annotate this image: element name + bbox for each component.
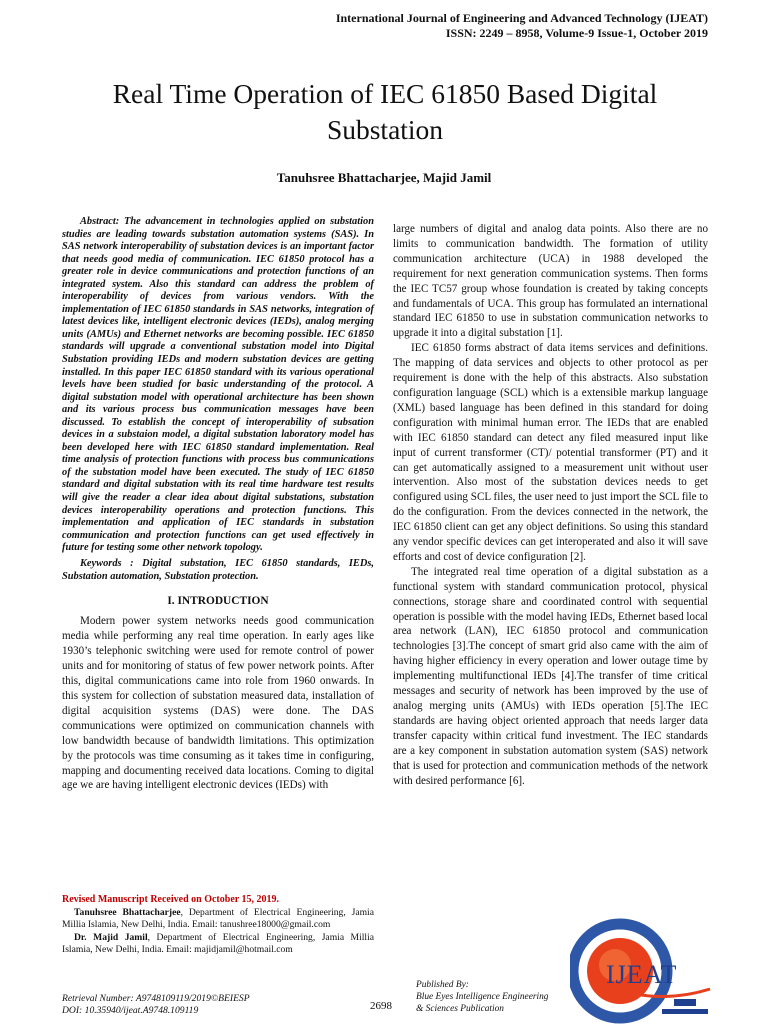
- publisher-info: [416, 980, 549, 1015]
- journal-issn: ISSN: 2249 – 8958, Volume-9 Issue-1, October 2019: [445, 26, 708, 40]
- body-paragraph-2: IEC 61850 forms abstract of data items services and definitions. The mapping of data services and objects to other protocol as per requirement is done with the help of this abstracts. Also substation configuration language (SCL) which is a extensible markup language (XML) based language has been defined in this standard for doing configuration with minimal human error. The IEDs that are enabled with IEC 61850 standard can detect any filed measured input like input of current transformer (CT)/ potential transformer (PT) and it can get automatically assigned to a measurement unit without user intervention. Also most of the substation devices needs to get configured using SCL files, the user need to just import the SCL file to do the configuration. From the devices connected in the network, the IEC 61850 client can get any object definitions. So using this standard any vendor specific devices can get interoperated and also it will save efforts and cost of device configuration [2].: [393, 342, 708, 563]
- introduction-heading: I. INTRODUCTION: [167, 594, 269, 607]
- journal-name: International Journal of Engineering and Advanced Technology (IJEAT): [335, 11, 708, 25]
- logo-badge-icon: [674, 999, 696, 1006]
- published-by-label: Published By:: [416, 980, 469, 990]
- publisher-line-2: & Sciences Publication: [416, 1003, 504, 1014]
- affiliation-2-text: , Department of Electrical Engineering, Jamia Millia Islamia, New Delhi, India. Email: majidjamil@hotmail.com: [62, 931, 374, 955]
- body-paragraph-3: The integrated real time operation of a digital substation as a functional system with standard communication protocol, physical connections, storage share and coordinated control with sequential operation is possible with the model having IEDs, Ethernet based local area network (LAN), IEC 61850 protocol and communication technologies [3].The concept of smart grid also came with the aim of having higher efficiency in every operation and lower outage time by implementing multifunctional IEDs [4].The transfer of time critical messages and security of network has been improved by the use of analog merging units (AMUs) with IEDs operation [5].The IEC standards are having object oriented approach that needs larger data transfer capacity within critical fund investment. The IEC standards are a key component in substation automation system (SAS) network that is used for protection and communication methods of the network with desired performance [6].: [393, 565, 708, 787]
- logo-strip-icon: [662, 1009, 708, 1014]
- retrieval-number: Retrieval Number: A9748109119/2019©BEIESP: [62, 993, 250, 1004]
- affiliation-1-name: Tanuhsree Bhattacharjee: [74, 907, 181, 918]
- affiliation-2-name: Dr. Majid Jamil: [74, 931, 148, 943]
- affiliation-2: [62, 932, 374, 957]
- publisher-line-1: Blue Eyes Intelligence Engineering: [416, 991, 549, 1002]
- abstract: Abstract: The advancement in technologies applied on substation studies are leading towards substation automation systems (SAS). In SAS network interoperability of substation devices is an important factor that needs good media of communication. IEC 61850 protocol has a greater role in device communications and protection functions of an integrated system. Also this standard can address the problem of interoperability of devices from various vendors. With the implementation of IEC 61850 standards in SAS networks, integration of latest devices like, intelligent electronic devices (IEDs), analog merging units (AMUs) and Ethernet networks are becoming possible. IEC 61850 standards will upgrade a conventional substation model into Digital Substation providing IEDs and modern substation devices are getting installed. In this paper IEC 61850 standard with its various operational levels have been studied for basic understanding of the protocol. A digital substation model with operational architecture has been shown and its various process bus communication messages have been discussed. To establish the concept of interoperability of subsation devices in a substaion model, a digital substation laboratory model has been developed here with IEC 61850 standard implementation. Real time analysis of protection functions with process bus communications of the substation model have been executed. The study of IEC 61850 standard and digital substation with its real time hardware test results will give the reader a clear idea about digital substations, substation devices interoperability operations and protection functions. This implementation and application of IEC standards in substation communication and protection functions can get used effectively in future for testing some other network topology.: [62, 216, 374, 554]
- paper-authors: Tanuhsree Bhattacharjee, Majid Jamil: [276, 170, 492, 185]
- paper-title-line2: Substation: [326, 114, 444, 145]
- logo-wordmark: IJEAT: [606, 960, 678, 989]
- keywords: Keywords : Digital substation, IEC 61850 standards, IEDs, Substation automation, Substation protection.: [62, 557, 374, 582]
- page-number: 2698: [370, 1000, 392, 1012]
- author-affiliations: [62, 907, 374, 956]
- paper-title: [40, 76, 730, 148]
- affiliation-1: [62, 907, 374, 932]
- introduction-paragraph: Modern power system networks needs good communication media while performing any real time operation. In early ages like 1930’s telephonic switching were used for remote control of power units and for monitoring of status of few power network points. After this, digital communications came into role from 1960 onwards. In this system for collection of substation measured data, installation of digital acquisition systems (DAS) were done. The DAS communications were optimized on communication channels with low bandwidth because of bandwidth limitations. This optimization by the protocols was time consuming as it takes time in configuring, mapping and documenting received data locations. Coming to digital age we are having intelligent electronic devices (IEDs) with: [62, 615, 374, 792]
- affiliation-1-text: , Department of Electrical Engineering, Jamia Millia Islamia, New Delhi, India. Email: tanushree18000@gmail.com: [62, 907, 374, 931]
- left-column: [62, 216, 374, 793]
- doi: DOI: 10.35940/ijeat.A9748.109119: [62, 1005, 199, 1017]
- paper-title-line1: Real Time Operation of IEC 61850 Based Digital: [112, 78, 658, 109]
- revised-manuscript-note: Revised Manuscript Received on October 15, 2019.: [62, 894, 280, 905]
- journal-header: [336, 11, 708, 41]
- footer-identifiers: [62, 993, 250, 1018]
- body-paragraph-1: large numbers of digital and analog data points. Also there are no limits to communication bandwidth. The formation of utility communication architecture (UCA) in 1988 developed the requirement for next generation communication systems. Then forms the IEC TC57 group whose foundation is created by taking concepts and fundamentals of UCA. This group has formulated an international standard IEC 61850 to use in substation communication networks to upgrade it into a digital substation [1].: [393, 223, 708, 340]
- ijeat-logo: [570, 915, 718, 1024]
- right-column: [393, 222, 708, 788]
